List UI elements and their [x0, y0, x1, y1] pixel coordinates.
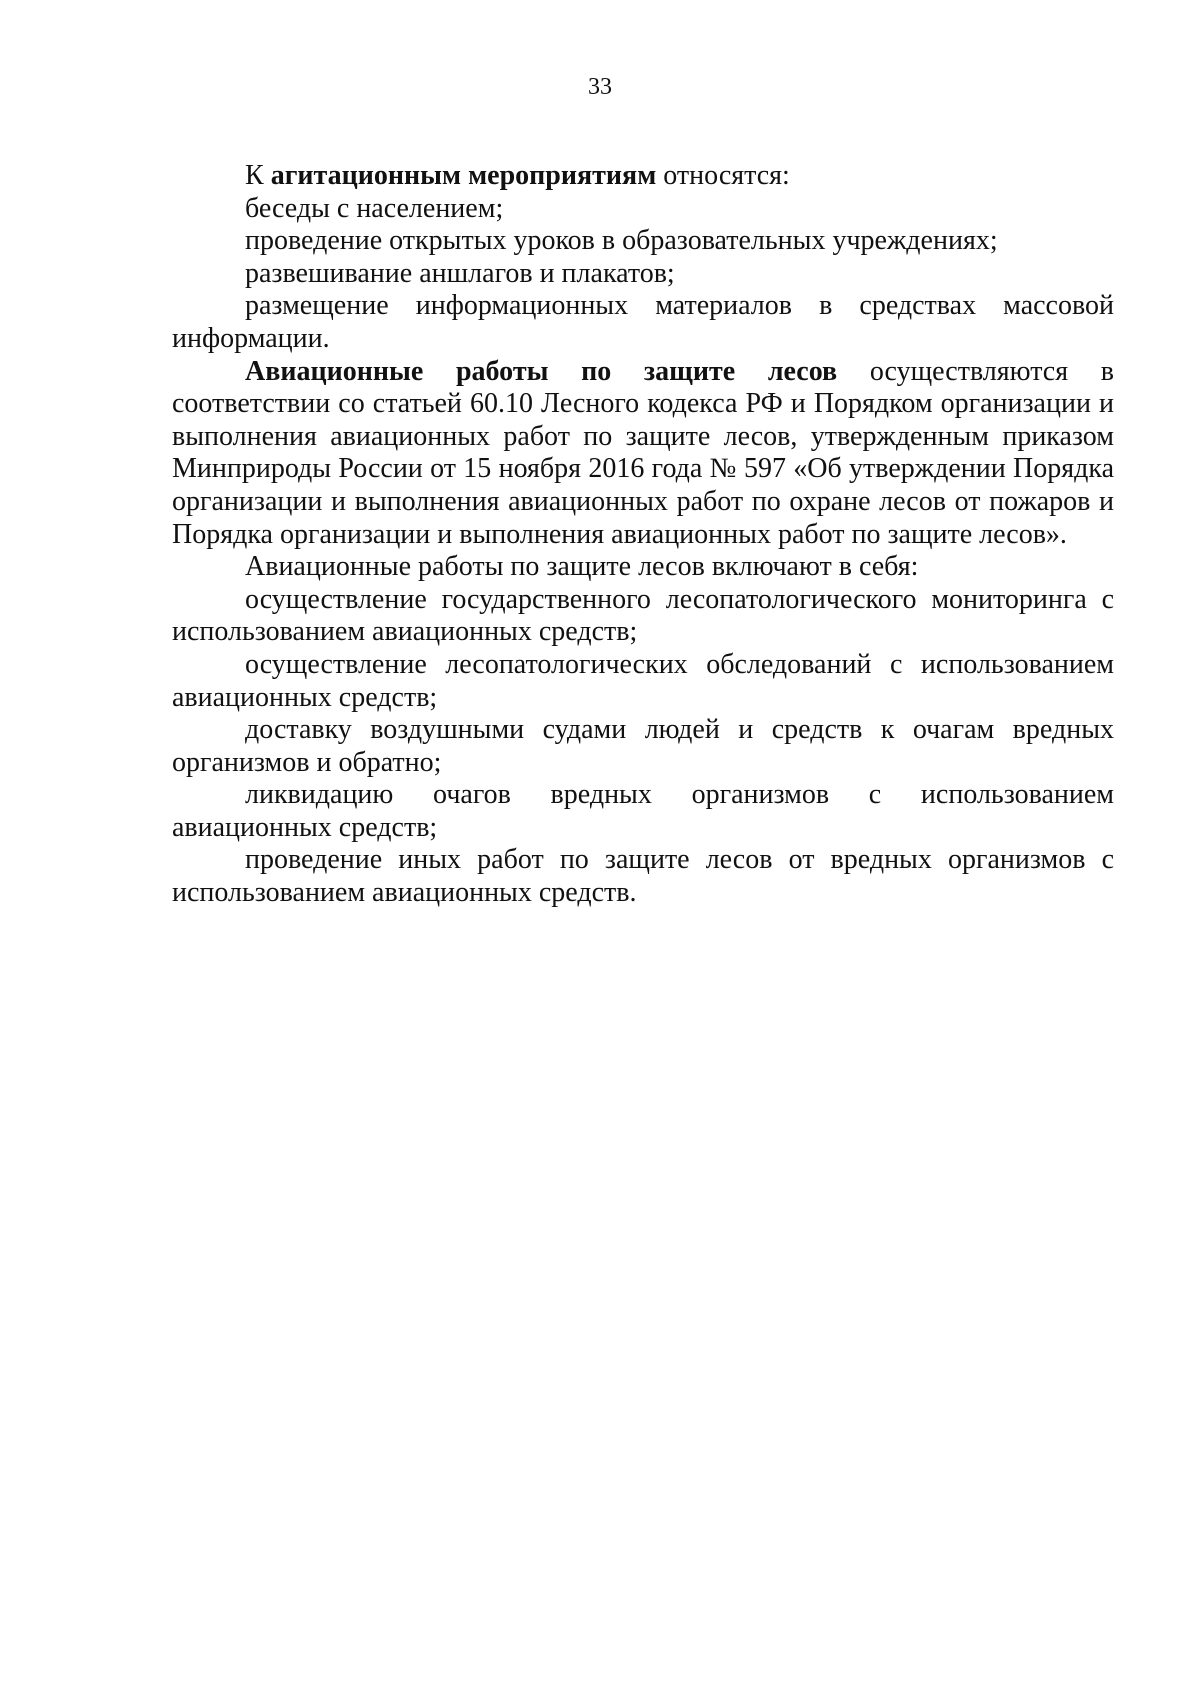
- list-item-liquidation: ликвидацию очагов вредных организмов с использованием авиационных средств;: [172, 779, 1114, 843]
- list-item-surveys: осуществление лесопатологических обследований с использованием авиационных средств;: [172, 648, 1114, 713]
- document-body: [172, 160, 1114, 910]
- list-item-open-lessons: проведение открытых уроков в образовательных учреждениях;: [245, 225, 998, 257]
- bold-term-agitation: агитационным мероприятиям: [270, 160, 657, 191]
- page-number: 33: [588, 74, 612, 100]
- paragraph-aviation-includes: Авиационные работы по защите лесов включают в себя:: [245, 551, 919, 583]
- list-item-posters: развешивание аншлагов и плакатов;: [245, 257, 675, 289]
- paragraph-text: относятся:: [656, 160, 790, 191]
- list-item-delivery: доставку воздушными судами людей и средств к очагам вредных организмов и обратно;: [172, 714, 1114, 778]
- list-item-monitoring: осуществление государственного лесопатологического мониторинга с использованием авиационных средств;: [172, 583, 1114, 648]
- list-item-media: размещение информационных материалов в средствах массовой информации.: [172, 290, 1114, 354]
- paragraph-aviation-works: [172, 356, 1114, 552]
- paragraph-text: осуществляются в соответствии со статьей 60.10 Лесного кодекса РФ и Порядком организации и выполнения авиационных работ по защите лесов, утвержденным приказом Минприроды России от 15 ноября 2016 года № 597 «Об утверждении Порядка организации и выполнения авиационных работ по охране лесов от пожаров и Порядка организации и выполнения авиационных работ по защите лесов».: [172, 355, 1114, 550]
- paragraph-text: К: [245, 160, 271, 191]
- list-item-conversations: беседы с населением;: [245, 192, 504, 224]
- bold-term-aviation-works: Авиационные работы по защите лесов: [245, 355, 838, 387]
- paragraph-agitation-intro: [172, 160, 1114, 193]
- list-item-other-works: проведение иных работ по защите лесов от вредных организмов с использованием авиационных средств.: [172, 844, 1114, 909]
